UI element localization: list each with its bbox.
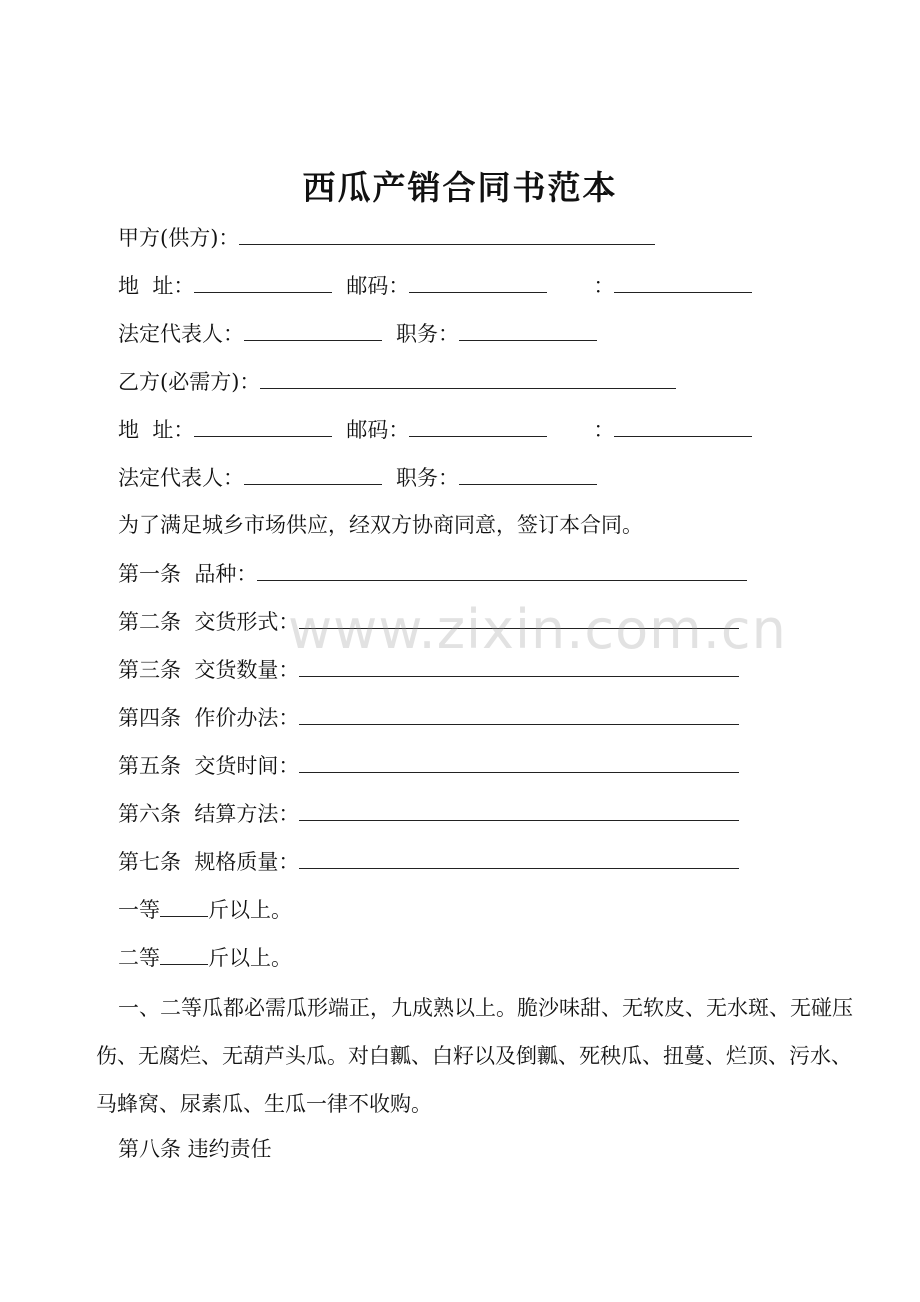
party-a-rep-blank[interactable]: [244, 318, 382, 341]
party-a-postcode-blank[interactable]: [409, 270, 547, 293]
party-a-phone-label: ：: [593, 274, 615, 298]
article-7-blank[interactable]: [299, 846, 739, 869]
article-8-heading: 第八条 违约责任: [118, 1137, 272, 1161]
party-a-position-blank[interactable]: [459, 318, 597, 341]
article-2-blank[interactable]: [299, 606, 739, 629]
article-6-blank[interactable]: [299, 798, 739, 821]
party-b-label: 乙方(必需方)：: [118, 370, 261, 394]
grade-1-blank[interactable]: [160, 894, 208, 917]
article-1-blank[interactable]: [257, 558, 747, 581]
party-b-phone-blank[interactable]: [614, 414, 752, 437]
party-b-address-line: [118, 414, 752, 445]
article-5-line: [118, 750, 739, 781]
party-b-rep-label: 法定代表人：: [118, 466, 244, 490]
party-a-address-line: [118, 270, 752, 301]
article-5-label: 第五条 交货时间：: [118, 754, 300, 778]
watermark: www.zixin.com.cn: [288, 598, 787, 661]
party-a-address-blank[interactable]: [194, 270, 332, 293]
article-4-blank[interactable]: [299, 702, 739, 725]
party-a-line: [118, 222, 655, 253]
party-a-phone-blank[interactable]: [614, 270, 752, 293]
party-b-position-blank[interactable]: [459, 462, 597, 485]
article-1-label: 第一条 品种：: [118, 562, 258, 586]
grade-2-prefix: 二等: [118, 946, 160, 970]
party-b-postcode-blank[interactable]: [409, 414, 547, 437]
article-2-label: 第二条 交货形式：: [118, 610, 300, 634]
party-a-name-blank[interactable]: [239, 222, 655, 245]
article-2-line: [118, 606, 739, 637]
article-3-blank[interactable]: [299, 654, 739, 677]
grade-2-line: [118, 942, 292, 973]
party-a-label: 甲方(供方)：: [118, 226, 240, 250]
article-6-label: 第六条 结算方法：: [118, 802, 300, 826]
party-a-position-label: 职务：: [396, 322, 459, 346]
party-b-rep-blank[interactable]: [244, 462, 382, 485]
party-a-rep-label: 法定代表人：: [118, 322, 244, 346]
quality-paragraph: 一、二等瓜都必需瓜形端正，九成熟以上。脆沙味甜、无软皮、无水斑、无碰压伤、无腐烂、无葫芦头瓜。对白瓤、白籽以及倒瓤、死秧瓜、扭蔓、烂顶、污水、马蜂窝、尿素瓜、生瓜一律不收购。: [96, 996, 853, 1116]
document-title: 西瓜产销合同书范本: [302, 168, 618, 207]
article-4-label: 第四条 作价办法：: [118, 706, 300, 730]
party-b-address-label: 地 址：: [118, 418, 195, 442]
article-4-line: [118, 702, 739, 733]
party-b-position-label: 职务：: [396, 466, 459, 490]
party-b-postcode-label: 邮码：: [346, 418, 410, 442]
party-a-address-label: 地 址：: [118, 274, 195, 298]
party-b-phone-label: ：: [593, 418, 615, 442]
article-5-blank[interactable]: [299, 750, 739, 773]
grade-2-blank[interactable]: [160, 942, 208, 965]
grade-1-line: [118, 894, 292, 925]
grade-1-suffix: 斤以上。: [208, 898, 292, 922]
article-1-line: [118, 558, 747, 589]
article-7-line: [118, 846, 739, 877]
party-b-name-blank[interactable]: [260, 366, 676, 389]
party-b-line: [118, 366, 676, 397]
article-7-label: 第七条 规格质量：: [118, 850, 300, 874]
intro-text: 为了满足城乡市场供应，经双方协商同意，签订本合同。: [118, 513, 643, 537]
party-a-postcode-label: 邮码：: [346, 274, 410, 298]
grade-2-suffix: 斤以上。: [208, 946, 292, 970]
party-b-address-blank[interactable]: [194, 414, 332, 437]
grade-1-prefix: 一等: [118, 898, 160, 922]
article-3-line: [118, 654, 739, 685]
article-6-line: [118, 798, 739, 829]
article-3-label: 第三条 交货数量：: [118, 658, 300, 682]
party-b-rep-line: [118, 462, 597, 493]
party-a-rep-line: [118, 318, 597, 349]
